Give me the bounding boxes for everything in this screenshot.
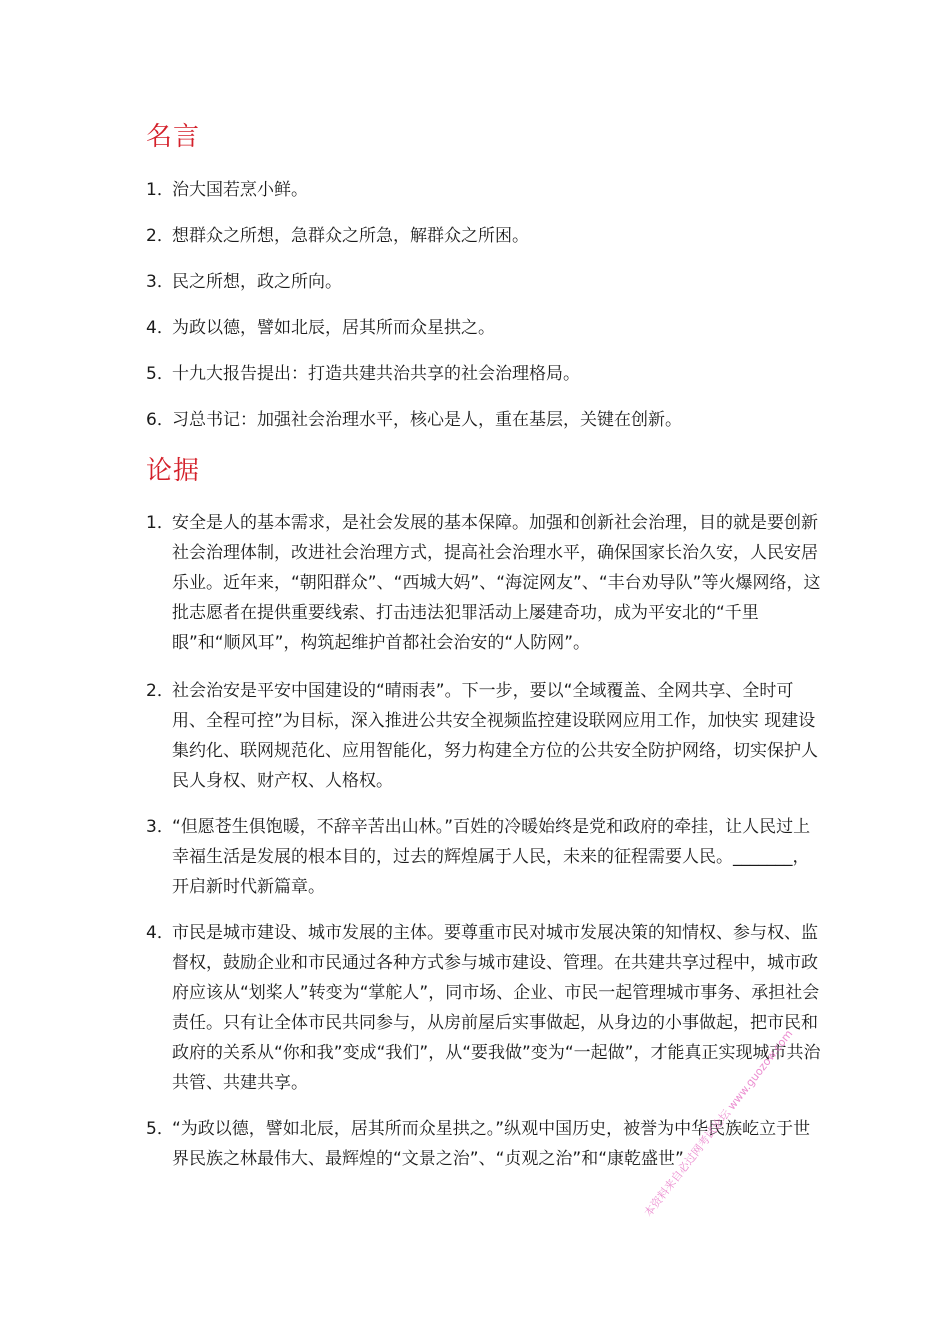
quote-item [146,225,529,247]
quote-item [146,317,495,339]
quote-number: 1． [146,180,174,200]
quote-number: 2． [146,226,174,246]
argument-text: 社会治安是平安中国建设的“晴雨表”。下一步，要以“全域覆盖、全网共享、全时可用、全程可控”为目标，深入推进公共安全视频监控建设联网应用工作，加快实 现建设集约化、联网规范化、应用智能化，努力构建全方位的公共安全防护网络，切实保护人民人身权、财产权、人格权。 [172,681,818,791]
argument-number: 2． [146,681,174,701]
quote-text: 为政以德，譬如北辰，居其所而众星拱之。 [172,318,495,338]
quote-text: 十九大报告提出：打造共建共治共享的社会治理格局。 [172,364,580,384]
argument-text: “为政以德，譬如北辰，居其所而众星拱之。”纵观中国历史，被誉为中华民族屹立于世界民族之林最伟大、最辉煌的“文景之治”、“贞观之治”和“康乾盛世” [172,1119,811,1169]
arguments-heading: 论据 [146,456,201,486]
quote-text: 治大国若烹小鲜。 [172,180,308,200]
quote-text: 习总书记：加强社会治理水平，核心是人，重在基层，关键在创新。 [172,410,682,430]
argument-number: 4． [146,923,174,943]
argument-text: “但愿苍生俱饱暖，不辞辛苦出山林。”百姓的冷暖始终是党和政府的牵挂，让人民过上幸福生活是发展的根本目的，过去的辉煌属于人民，未来的征程需要人民。_______，开启新时代新篇章。 [172,817,811,897]
quote-number: 4． [146,318,174,338]
quote-number: 6． [146,410,174,430]
argument-text: 市民是城市建设、城市发展的主体。要尊重市民对城市发展决策的知情权、参与权、监督权，鼓励企业和市民通过各种方式参与城市建设、管理。在共建共享过程中，城市政府应该从“划桨人”转变为“掌舵人”，同市场、企业、市民一起管理城市事务、承担社会责任。只有让全体市民共同参与，从房前屋后实事做起，从身边的小事做起，把市民和政府的关系从“你和我”变成“我们”，从“要我做”变为“一起做”，才能真正实现城市共治共管、共建共享。 [172,923,821,1093]
quote-number: 5． [146,364,174,384]
quote-item [146,179,308,201]
argument-text: 安全是人的基本需求，是社会发展的基本保障。加强和创新社会治理，目的就是要创新社会治理体制，改进社会治理方式，提高社会治理水平，确保国家长治久安，人民安居乐业。近年来，“朝阳群众”、“西城大妈”、“海淀网友”、“丰台劝导队”等火爆网络，这批志愿者在提供重要线索、打击违法犯罪活动上屡建奇功，成为平安北的“千里眼”和“顺风耳”，构筑起维护首都社会治安的“人防网”。 [172,513,821,653]
argument-number: 1． [146,513,174,533]
argument-item [146,918,826,1098]
argument-item [146,676,826,796]
quote-item [146,363,580,385]
quote-item [146,409,682,431]
argument-number: 3． [146,817,174,837]
quote-number: 3． [146,272,174,292]
quote-item [146,271,342,293]
quote-text: 民之所想，政之所向。 [172,272,342,292]
argument-number: 5． [146,1119,174,1139]
watermark: 本资料来自必过网考试论坛 www.guozow.com [641,1027,796,1220]
argument-item [146,812,826,902]
quote-text: 想群众之所想，急群众之所急，解群众之所困。 [172,226,529,246]
quotes-heading: 名言 [146,122,201,152]
argument-item [146,508,826,658]
